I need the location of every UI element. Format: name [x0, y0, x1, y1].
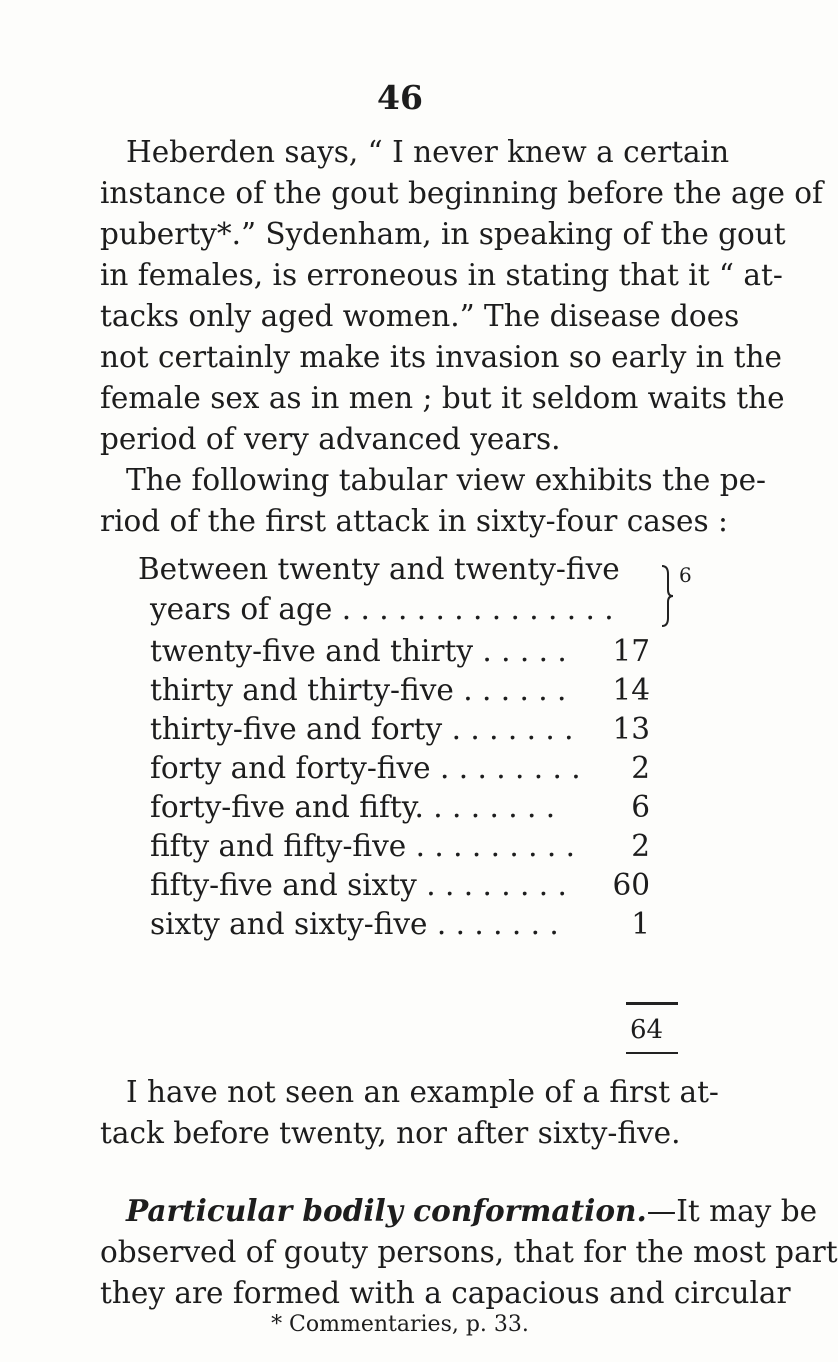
text-line: I have not seen an example of a first at-: [126, 1075, 719, 1109]
table-row: [124, 905, 690, 944]
text-line: period of very advanced years.: [100, 422, 561, 456]
text-line: they are formed with a capacious and circular: [100, 1276, 791, 1310]
table-row-label: twenty-five and thirty . . . . .: [150, 634, 567, 668]
brace-icon: [660, 564, 674, 628]
text-line: instance of the gout beginning before the age of: [100, 176, 823, 210]
table-first-row-value: 6: [679, 563, 692, 587]
text-line: The following tabular view exhibits the pe-: [126, 463, 766, 497]
paragraph-heberden: [100, 132, 823, 542]
text-line: female sex as in men ; but it seldom waits the: [100, 381, 785, 415]
text-line: in females, is erroneous in stating that it “ at-: [100, 258, 783, 292]
table-row-value: 2: [631, 829, 650, 863]
table-row: [124, 788, 690, 827]
paragraph-no-example: [100, 1072, 719, 1154]
paragraph-bodily-conformation: [100, 1190, 838, 1314]
table-row-value: 60: [612, 868, 650, 902]
text-fragment: —It may be: [646, 1194, 818, 1228]
text-line: tack before twenty, nor after sixty-five.: [100, 1116, 681, 1150]
footnote: * Commentaries, p. 33.: [271, 1312, 529, 1337]
table-row: [124, 827, 690, 866]
table-row-label: sixty and sixty-five . . . . . . .: [150, 907, 559, 941]
text-line: puberty*.” Sydenham, in speaking of the gout: [100, 217, 786, 251]
table-row: [124, 671, 690, 710]
table-row-value: 14: [612, 673, 650, 707]
table-first-row-label-cont: years of age . . . . . . . . . . . . . . .: [150, 592, 614, 626]
table-row-label: fifty-five and sixty . . . . . . . .: [150, 868, 567, 902]
table-row-value: 2: [631, 751, 650, 785]
table-row-value: 17: [612, 634, 650, 668]
text-line: [100, 1190, 818, 1232]
table-row-label: fifty and fifty-five . . . . . . . . .: [150, 829, 576, 863]
table-row-value: 13: [612, 712, 650, 746]
text-line: observed of gouty persons, that for the most part: [100, 1235, 838, 1269]
text-line: not certainly make its invasion so early in the: [100, 340, 782, 374]
table-row: [124, 866, 690, 905]
table-row-value: 1: [631, 907, 650, 941]
section-heading: Particular bodily conformation.: [126, 1193, 647, 1228]
table-row-label: thirty and thirty-five . . . . . .: [150, 673, 567, 707]
table-row: [124, 710, 690, 749]
text-line: tacks only aged women.” The disease does: [100, 299, 740, 333]
table-row: [124, 749, 690, 788]
table-row-label: forty-five and fifty. . . . . . . .: [150, 790, 556, 824]
page-number: 46: [377, 78, 423, 117]
text-line: Heberden says, “ I never knew a certain: [126, 135, 730, 169]
total-rule-top: [626, 1002, 678, 1005]
table-row: [124, 632, 690, 671]
table-row-label: thirty-five and forty . . . . . . .: [150, 712, 574, 746]
table-row-value: 6: [631, 790, 650, 824]
total-rule-bottom: [626, 1052, 678, 1054]
table-row-label: forty and forty-five . . . . . . . .: [150, 751, 581, 785]
table-first-row-label: Between twenty and twenty-five: [138, 552, 620, 586]
text-line: riod of the first attack in sixty-four cases :: [100, 504, 728, 538]
table-total: 64: [630, 1015, 664, 1045]
